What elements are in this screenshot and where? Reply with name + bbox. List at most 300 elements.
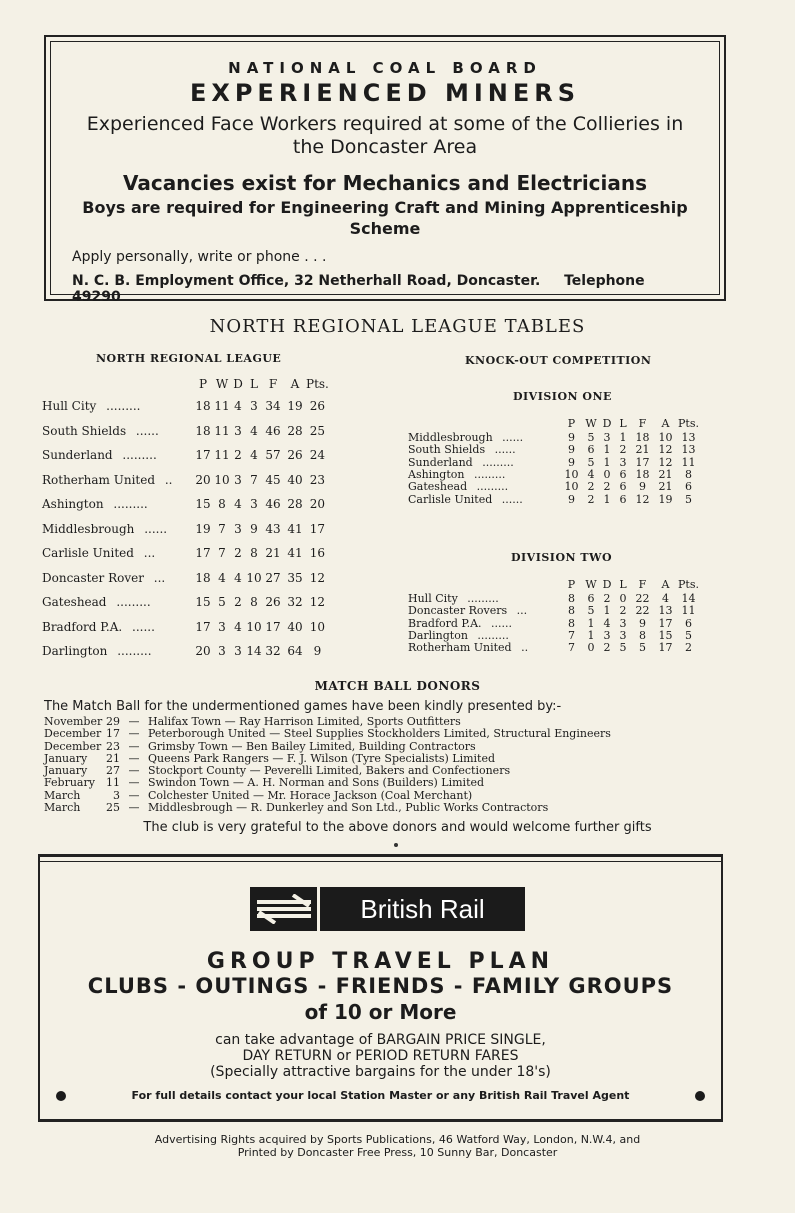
stat-w: 4	[587, 468, 595, 482]
donor-dash: —	[128, 801, 140, 815]
stat-l: 9	[250, 521, 258, 536]
donor-dash: —	[128, 764, 140, 778]
stat-f: 17	[635, 455, 650, 469]
team-cell	[42, 541, 192, 566]
stat-f: 34	[265, 399, 281, 414]
stat-a: 21	[658, 468, 673, 482]
knockout-heading: KNOCK-OUT COMPETITION	[465, 354, 652, 367]
br-groups: CLUBS - OUTINGS - FRIENDS - FAMILY GROUPS	[87, 974, 674, 998]
column-header: W	[215, 377, 229, 391]
team-name: Darlington	[42, 644, 108, 659]
team-name: Middlesbrough	[408, 431, 493, 445]
table-row	[408, 457, 700, 469]
table-row	[408, 469, 700, 481]
table-row	[42, 468, 329, 493]
leader-dots: .........	[463, 592, 499, 606]
stat-f: 32	[265, 644, 281, 659]
donor-text: Peterborough United — Steel Supplies Stockholders Limited, Structural Engineers	[148, 727, 611, 741]
leader-dots: ......	[487, 616, 513, 630]
stat-a: 19	[287, 399, 303, 414]
donors-list	[44, 716, 611, 814]
leader-dots: .........	[102, 399, 141, 414]
stat-p: 17	[195, 448, 211, 463]
column-header: W	[585, 416, 597, 430]
stat-d: 1	[603, 455, 611, 469]
column-header: A	[661, 416, 670, 430]
stat-d: 3	[234, 521, 242, 536]
br-fares-line-2: DAY RETURN or PERIOD RETURN FARES	[242, 1048, 519, 1064]
stat-p: 15	[195, 595, 211, 610]
stat-w: 5	[587, 431, 595, 445]
ncb-address: N. C. B. Employment Office, 32 Netherhall Road, Doncaster.	[72, 273, 541, 289]
team-name: Bradford P.A.	[42, 619, 123, 634]
team-name: Ashington	[42, 497, 104, 512]
stat-p: 8	[568, 604, 575, 618]
stat-p: 17	[195, 546, 211, 561]
team-name: Carlisle United	[42, 546, 134, 561]
donor-day: 27	[106, 764, 120, 778]
stat-p: 10	[564, 480, 579, 494]
stat-f: 26	[265, 595, 281, 610]
team-cell	[42, 615, 192, 640]
stat-f: 57	[265, 448, 281, 463]
leader-dots: ......	[132, 423, 159, 438]
stat-d: 1	[603, 443, 611, 457]
stat-l: 6	[619, 468, 627, 482]
team-cell	[408, 593, 560, 605]
stat-f: 21	[265, 546, 281, 561]
column-header: Pts.	[678, 577, 699, 591]
donor-month: February	[44, 776, 95, 790]
footer-line-2: Printed by Doncaster Free Press, 10 Sunny Bar, Doncaster	[237, 1146, 558, 1159]
column-header: F	[638, 577, 647, 591]
stat-pts: 6	[685, 480, 692, 494]
stat-f: 22	[635, 592, 650, 606]
table-row	[408, 618, 700, 630]
stat-pts: 13	[681, 431, 696, 445]
donor-month: December	[44, 739, 102, 753]
british-rail-logo	[250, 887, 525, 931]
ncb-telephone: Telephone 49290	[72, 273, 645, 305]
stat-f: 22	[635, 604, 650, 618]
donors-title: MATCH BALL DONORS	[314, 679, 481, 693]
stat-p: 9	[568, 455, 575, 469]
stat-p: 8	[568, 592, 575, 606]
donor-text: Middlesbrough — R. Dunkerley and Son Ltd., Public Works Contractors	[148, 801, 549, 815]
column-header: W	[585, 577, 597, 591]
stat-f: 9	[639, 616, 646, 630]
column-header: D	[233, 377, 243, 391]
list-item	[44, 728, 611, 740]
column-header: L	[619, 577, 627, 591]
stat-w: 3	[218, 644, 226, 659]
br-contact-text: For full details contact your local Station Master or any British Rail Travel Agent	[131, 1089, 630, 1102]
stat-pts: 12	[309, 595, 326, 610]
stat-d: 2	[234, 448, 242, 463]
stat-w: 11	[214, 399, 230, 414]
stat-d: 4	[234, 619, 242, 634]
table-row	[42, 566, 329, 591]
table-row	[42, 419, 329, 444]
stat-pts: 20	[309, 497, 326, 512]
british-rail-advert	[38, 854, 723, 1122]
stat-d: 4	[234, 570, 242, 585]
stat-w: 10	[214, 472, 230, 487]
stat-f: 18	[635, 431, 650, 445]
column-header: D	[602, 416, 612, 430]
stat-a: 28	[287, 497, 303, 512]
donor-dash: —	[128, 715, 140, 728]
stat-d: 2	[603, 641, 611, 655]
stat-a: 13	[658, 604, 673, 618]
stat-a: 12	[658, 455, 673, 469]
stat-p: 9	[568, 431, 575, 445]
table-row	[408, 593, 700, 605]
stat-p: 15	[195, 497, 211, 512]
stat-w: 11	[214, 448, 230, 463]
stat-d: 3	[234, 644, 242, 659]
br-contact	[56, 1089, 705, 1102]
team-name: Rotherham United	[408, 641, 512, 655]
team-name: Bradford P.A.	[408, 616, 482, 630]
column-header: P	[567, 577, 576, 591]
donor-month: December	[44, 727, 102, 741]
team-cell	[42, 566, 192, 591]
stat-w: 11	[214, 423, 230, 438]
stat-w: 5	[587, 604, 595, 618]
stat-l: 6	[619, 492, 627, 506]
stat-a: 28	[287, 423, 303, 438]
footer	[0, 1133, 795, 1159]
stat-w: 2	[587, 492, 595, 506]
stat-pts: 11	[681, 455, 696, 469]
leader-dots: ...	[139, 546, 156, 561]
stat-w: 1	[587, 616, 595, 630]
table-header-row	[42, 374, 329, 394]
list-item	[44, 777, 611, 789]
table-row	[408, 432, 700, 444]
stat-a: 17	[658, 641, 673, 655]
stat-a: 32	[287, 595, 303, 610]
donor-dash: —	[128, 727, 140, 741]
leader-dots: ..	[517, 641, 529, 655]
donor-month: March	[44, 801, 81, 815]
stat-p: 20	[195, 644, 211, 659]
leader-dots: .........	[478, 455, 514, 469]
team-cell	[408, 618, 560, 630]
stat-p: 17	[195, 619, 211, 634]
stat-f: 43	[265, 521, 281, 536]
team-cell	[42, 443, 192, 468]
stat-pts: 2	[685, 641, 692, 655]
stat-d: 2	[234, 595, 242, 610]
british-rail-logo-text: British Rail	[360, 893, 485, 924]
donor-dash: —	[128, 751, 140, 765]
stat-l: 3	[619, 455, 627, 469]
column-header: A	[661, 577, 670, 591]
donor-text: Swindon Town — A. H. Norman and Sons (Builders) Limited	[148, 776, 485, 790]
column-header: D	[602, 577, 612, 591]
stat-l: 8	[250, 595, 258, 610]
stat-l: 3	[619, 616, 627, 630]
stat-l: 10	[246, 619, 262, 634]
team-cell	[408, 457, 560, 469]
column-header-team	[42, 374, 192, 394]
stat-f: 12	[635, 492, 650, 506]
leader-dots: .........	[473, 480, 509, 494]
team-name: Sunderland	[408, 455, 473, 469]
leader-dots: ......	[128, 619, 155, 634]
ncb-apprenticeship: Boys are required for Engineering Craft and Mining Apprenticeship Scheme	[82, 198, 688, 238]
stat-d: 0	[603, 468, 611, 482]
br-fares	[40, 1032, 721, 1080]
leader-dots: .........	[113, 644, 152, 659]
team-name: Ashington	[408, 468, 465, 482]
stat-pts: 23	[309, 472, 326, 487]
table-row	[42, 541, 329, 566]
stat-a: 41	[287, 521, 303, 536]
stat-w: 0	[587, 641, 595, 655]
donor-dash: —	[128, 739, 140, 753]
stat-w: 4	[218, 570, 226, 585]
donor-day: 3	[113, 788, 120, 802]
stat-p: 7	[568, 629, 575, 643]
table-row	[408, 481, 700, 493]
stat-a: 40	[287, 619, 303, 634]
division-two-table	[408, 575, 700, 654]
ncb-contact	[72, 273, 698, 305]
stat-l: 7	[250, 472, 258, 487]
stat-a: 26	[287, 448, 303, 463]
stat-d: 4	[234, 497, 242, 512]
stat-pts: 13	[681, 443, 696, 457]
column-header: P	[567, 416, 576, 430]
stat-l: 4	[250, 448, 258, 463]
team-cell	[408, 642, 560, 654]
team-name: Hull City	[408, 592, 458, 606]
stat-a: 35	[287, 570, 303, 585]
division-one-table	[408, 414, 700, 506]
table-row	[42, 443, 329, 468]
bullet-icon	[56, 1091, 66, 1101]
team-cell	[408, 432, 560, 444]
stat-pts: 11	[681, 604, 696, 618]
ncb-vacancies: Vacancies exist for Mechanics and Electricians	[122, 171, 648, 195]
leader-dots: .........	[118, 448, 157, 463]
donor-month: March	[44, 788, 81, 802]
donor-text: Colchester United — Mr. Horace Jackson (Coal Merchant)	[148, 788, 473, 802]
donor-month: January	[44, 751, 88, 765]
stat-w: 6	[587, 443, 595, 457]
donor-day: 21	[106, 751, 120, 765]
donor-month: November	[44, 715, 103, 728]
team-name: South Shields	[42, 423, 127, 438]
donor-day: 17	[106, 727, 120, 741]
stat-w: 5	[587, 455, 595, 469]
team-name: Doncaster Rovers	[408, 604, 508, 618]
leader-dots: .........	[470, 468, 506, 482]
stat-a: 4	[662, 592, 669, 606]
stat-l: 2	[619, 604, 627, 618]
stat-pts: 14	[681, 592, 696, 606]
team-cell	[408, 469, 560, 481]
leader-dots: .........	[473, 629, 509, 643]
column-header: F	[268, 377, 278, 391]
stat-p: 9	[568, 492, 575, 506]
stat-d: 3	[234, 423, 242, 438]
league-tables-title: NORTH REGIONAL LEAGUE TABLES	[209, 316, 586, 337]
north-regional-league-table	[42, 374, 329, 664]
column-header: Pts.	[306, 377, 329, 391]
stat-d: 3	[603, 629, 611, 643]
stat-w: 1	[587, 629, 595, 643]
stat-a: 17	[658, 616, 673, 630]
leader-dots: ......	[140, 521, 168, 536]
stat-l: 14	[246, 644, 262, 659]
table-row	[408, 493, 700, 505]
stat-f: 8	[639, 629, 646, 643]
stat-l: 8	[250, 546, 258, 561]
stat-p: 19	[195, 521, 211, 536]
team-cell	[408, 493, 560, 505]
stat-p: 18	[195, 423, 211, 438]
donor-text: Queens Park Rangers — F. J. Wilson (Tyre Specialists) Limited	[148, 751, 496, 765]
stat-l: 3	[250, 497, 258, 512]
team-cell	[408, 605, 560, 617]
donors-thanks: The club is very grateful to the above donors and would welcome further gifts	[143, 820, 652, 835]
ncb-description: Experienced Face Workers required at some of the Collieries in the Doncaster Area	[86, 113, 684, 158]
team-cell	[42, 590, 192, 615]
table-row	[42, 590, 329, 615]
column-header-team	[408, 414, 560, 432]
team-cell	[42, 419, 192, 444]
team-name: Middlesbrough	[42, 521, 135, 536]
stat-w: 3	[218, 619, 226, 634]
leader-dots: ..	[161, 472, 173, 487]
team-cell	[42, 492, 192, 517]
stat-l: 6	[619, 480, 627, 494]
team-name: Carlisle United	[408, 492, 493, 506]
column-header: Pts.	[678, 416, 699, 430]
stat-p: 18	[195, 399, 211, 414]
stat-pts: 5	[685, 492, 692, 506]
stat-pts: 10	[309, 619, 326, 634]
stat-a: 41	[287, 546, 303, 561]
stat-d: 1	[603, 604, 611, 618]
team-name: Gateshead	[408, 480, 468, 494]
br-fares-line-3: (Specially attractive bargains for the under 18's)	[210, 1064, 551, 1080]
stat-l: 3	[619, 629, 627, 643]
br-headline: GROUP TRAVEL PLAN	[206, 949, 555, 974]
footer-line-1: Advertising Rights acquired by Sports Publications, 46 Watford Way, London, N.W.4, and	[154, 1133, 641, 1146]
table-header-row	[408, 414, 700, 432]
donor-day: 25	[106, 801, 120, 815]
donor-text: Halifax Town — Ray Harrison Limited, Sports Outfitters	[148, 715, 461, 728]
donor-month: January	[44, 764, 88, 778]
team-cell	[42, 468, 192, 493]
ncb-org-name: NATIONAL COAL BOARD	[228, 59, 542, 77]
stat-l: 10	[246, 570, 262, 585]
stat-w: 7	[218, 521, 226, 536]
stat-f: 21	[635, 443, 650, 457]
donors-intro: The Match Ball for the undermentioned games have been kindly presented by:-	[44, 699, 562, 714]
donor-text: Grimsby Town — Ben Bailey Limited, Building Contractors	[148, 739, 476, 753]
stat-p: 10	[564, 468, 579, 482]
leader-dots: .........	[112, 595, 151, 610]
table-row	[408, 642, 700, 654]
stat-a: 64	[287, 644, 303, 659]
stat-a: 40	[287, 472, 303, 487]
stat-w: 6	[587, 592, 595, 606]
table-row	[42, 492, 329, 517]
stat-d: 2	[603, 592, 611, 606]
ncb-advert	[44, 35, 726, 305]
stat-f: 5	[639, 641, 646, 655]
stat-f: 9	[639, 480, 646, 494]
table-row	[42, 615, 329, 640]
stat-d: 1	[603, 492, 611, 506]
stat-p: 8	[568, 616, 575, 630]
list-item	[44, 802, 611, 814]
team-name: South Shields	[408, 443, 486, 457]
stat-pts: 16	[309, 546, 326, 561]
divider-dot	[394, 843, 398, 847]
donor-text: Stockport County — Peverelli Limited, Bakers and Confectioners	[148, 764, 511, 778]
ncb-apply-text: Apply personally, write or phone . . .	[72, 249, 327, 265]
column-header: L	[619, 416, 627, 430]
team-name: Darlington	[408, 629, 468, 643]
team-cell	[408, 481, 560, 493]
team-cell	[42, 639, 192, 664]
table-row	[408, 605, 700, 617]
table-row	[42, 639, 329, 664]
donor-dash: —	[128, 788, 140, 802]
stat-l: 5	[619, 641, 627, 655]
stat-a: 21	[658, 480, 673, 494]
stat-w: 7	[218, 546, 226, 561]
stat-f: 18	[635, 468, 650, 482]
br-fares-line-1: can take advantage of BARGAIN PRICE SINGLE,	[215, 1032, 546, 1048]
table-row	[42, 517, 329, 542]
team-name: Doncaster Rover	[42, 570, 144, 585]
stat-l: 0	[619, 592, 627, 606]
stat-d: 4	[603, 616, 611, 630]
column-header: P	[198, 377, 208, 391]
donor-day: 11	[106, 776, 120, 790]
stat-pts: 8	[685, 468, 692, 482]
team-cell	[408, 630, 560, 642]
stat-a: 10	[658, 431, 673, 445]
stat-a: 19	[658, 492, 673, 506]
stat-l: 4	[250, 423, 258, 438]
stat-p: 7	[568, 641, 575, 655]
stat-f: 46	[265, 497, 281, 512]
stat-pts: 5	[685, 629, 692, 643]
team-name: Hull City	[42, 399, 97, 414]
leader-dots: ...	[513, 604, 528, 618]
stat-p: 18	[195, 570, 211, 585]
stat-w: 8	[218, 497, 226, 512]
donor-day: 29	[106, 715, 120, 728]
stat-d: 3	[234, 472, 242, 487]
double-arrow-icon	[250, 887, 320, 931]
donor-dash: —	[128, 776, 140, 790]
stat-d: 4	[234, 399, 242, 414]
stat-pts: 6	[685, 616, 692, 630]
stat-a: 15	[658, 629, 673, 643]
team-cell	[42, 517, 192, 542]
stat-f: 45	[265, 472, 281, 487]
